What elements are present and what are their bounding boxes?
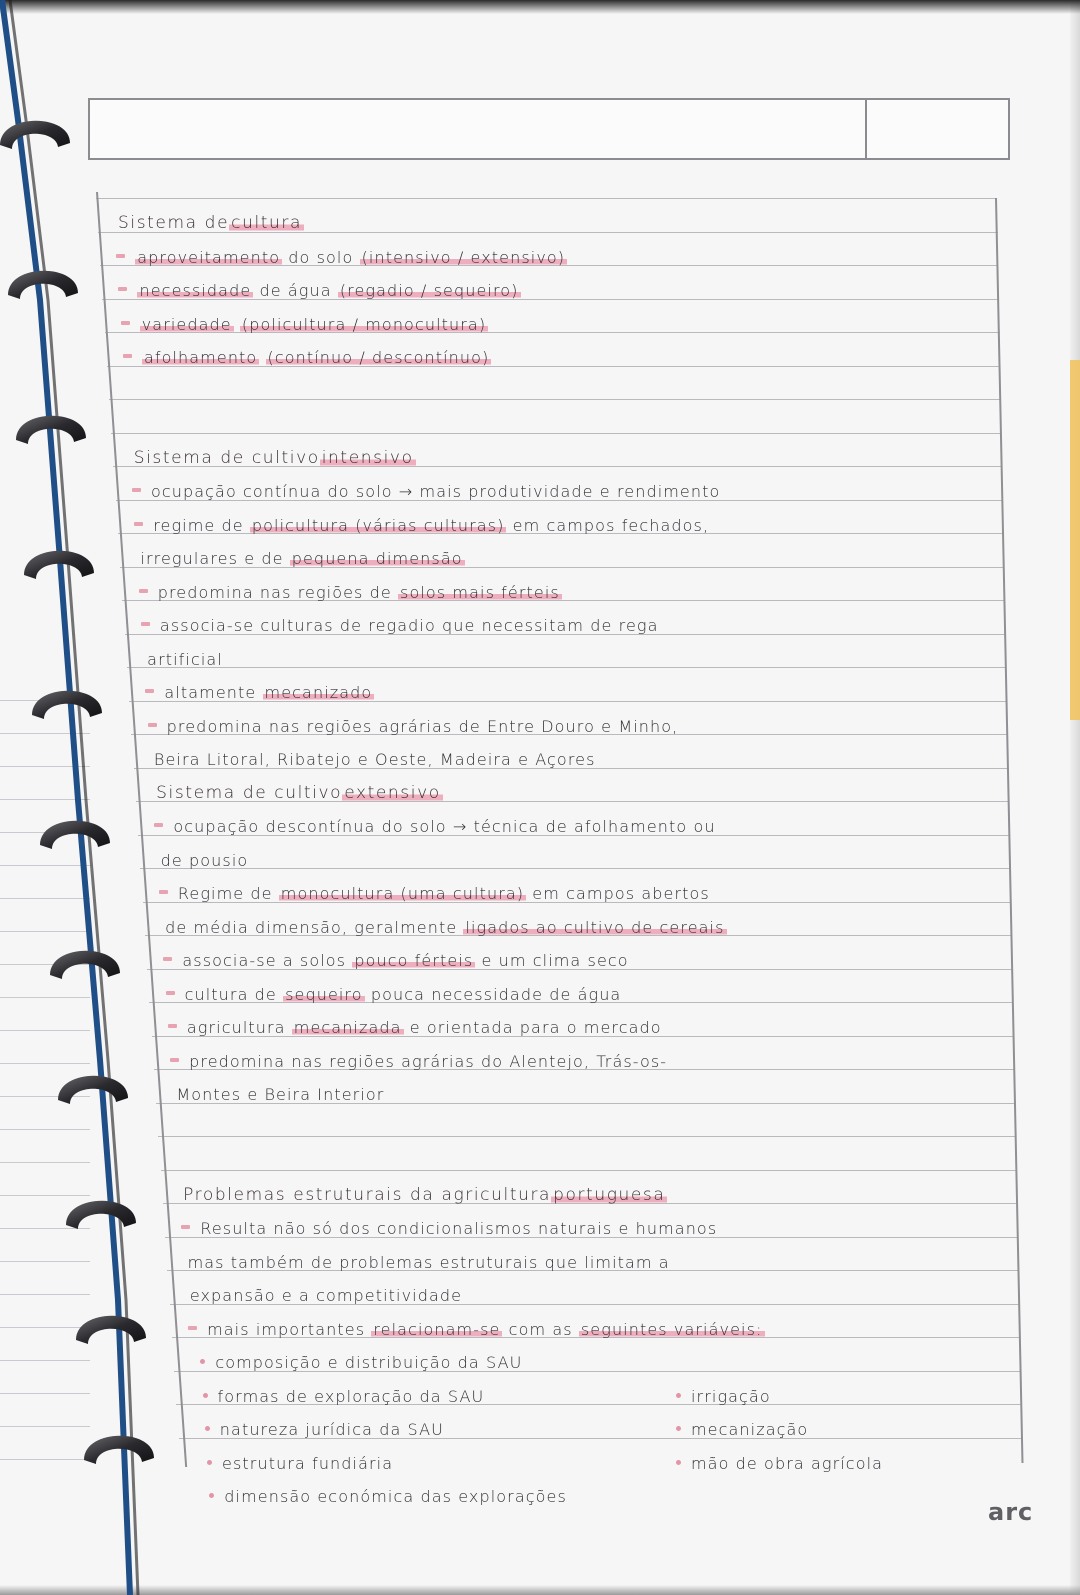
line-text: Montes e Beira Interior <box>176 1085 385 1104</box>
dash-bullet-icon <box>121 321 130 325</box>
section-title: Sistema de cultura <box>118 213 303 233</box>
line-text: Beira Litoral, Ribatejo e Oeste, Madeira e Açores <box>153 750 596 769</box>
highlight: solos mais férteis <box>400 582 560 602</box>
line-text: aproveitamento do solo (intensivo / extensivo) <box>137 247 566 267</box>
dash-bullet-icon <box>166 991 175 995</box>
highlight: sequeiro <box>285 984 363 1004</box>
continuation-line <box>176 1076 384 1104</box>
right-column-item <box>676 1411 808 1439</box>
dot-bullet-icon <box>209 1493 214 1498</box>
line-text: ocupação contínua do solo → mais produtividade e rendimento <box>150 482 721 501</box>
section-title: Sistema de cultivo extensivo <box>156 782 441 803</box>
dash-bullet-icon <box>181 1225 190 1229</box>
bullet-line <box>154 808 715 836</box>
continuation-line <box>154 741 596 769</box>
bullet-line <box>163 942 628 970</box>
line-text: associa-se culturas de regadio que necessitam de rega <box>159 616 659 635</box>
continuation-line <box>188 1244 670 1272</box>
right-column-text: mão de obra agrícola <box>691 1453 884 1473</box>
highlight: mecanizada <box>293 1018 402 1037</box>
sub-bullet-line <box>200 1344 522 1372</box>
line-text: altamente mecanizado <box>164 683 373 702</box>
bullet-line <box>139 574 562 602</box>
bullet-line <box>141 607 659 635</box>
highlight: ligados ao cultivo de cereais <box>465 917 725 937</box>
line-text: predomina nas regiões de solos mais férteis <box>157 582 560 602</box>
right-column-item <box>676 1445 883 1473</box>
highlight: afolhamento <box>143 348 258 367</box>
highlight: (contínuo / descontínuo) <box>267 348 490 367</box>
bullet-line <box>134 507 709 535</box>
dot-bullet-icon <box>207 1460 212 1465</box>
sub-bullet-line <box>203 1378 485 1406</box>
dot-bullet-icon <box>203 1393 208 1398</box>
highlight: extensivo <box>344 782 441 803</box>
bullet-line <box>170 1043 667 1071</box>
line-text: natureza jurídica da SAU <box>219 1420 444 1439</box>
dot-bullet-icon <box>676 1393 681 1398</box>
line-text: expansão e a competitividade <box>189 1286 463 1305</box>
highlight: pouco férteis <box>354 951 474 970</box>
dash-bullet-icon <box>168 1024 177 1028</box>
dash-bullet-icon <box>154 823 163 827</box>
line-text: regime de policultura (várias culturas) em campos fechados, <box>153 515 710 535</box>
ruled-line <box>140 868 1010 869</box>
right-column-text: irrigação <box>691 1386 771 1406</box>
block-right-border <box>995 198 1023 1463</box>
highlight: pequena dimensão <box>291 549 463 568</box>
dash-bullet-icon <box>170 1058 179 1062</box>
line-text: estrutura fundiária <box>222 1453 394 1473</box>
line-text: necessidade de água (regadio / sequeiro) <box>139 281 519 300</box>
highlight: policultura (várias culturas) <box>251 515 505 535</box>
sub-bullet-line <box>209 1478 567 1506</box>
dash-bullet-icon <box>148 723 157 727</box>
dot-bullet-icon <box>205 1426 210 1431</box>
line-text: mas também de problemas estruturais que limitam a <box>187 1252 670 1272</box>
ruled-line <box>161 1170 1017 1171</box>
dash-bullet-icon <box>159 890 168 894</box>
bullet-line <box>188 1311 764 1339</box>
highlight: (regadio / sequeiro) <box>339 281 519 300</box>
dot-bullet-icon <box>200 1359 205 1364</box>
continuation-line <box>140 540 464 568</box>
line-text <box>140 315 488 334</box>
line-text: agricultura mecanizada e orientada para o mercado <box>186 1018 662 1037</box>
brand-logo: arc <box>988 1498 1034 1526</box>
bullet-line <box>121 306 488 334</box>
highlight: (intensivo / extensivo) <box>361 247 566 267</box>
line-text: composição e distribuição da SAU <box>215 1353 523 1372</box>
highlight: seguintes variáveis: <box>580 1319 763 1339</box>
highlight: variedade <box>141 314 232 334</box>
line-text: formas de exploração da SAU <box>217 1386 485 1406</box>
dash-bullet-icon <box>134 522 143 526</box>
dot-bullet-icon <box>676 1460 681 1465</box>
dash-bullet-icon <box>188 1326 197 1330</box>
bullet-line <box>148 708 679 736</box>
continuation-line <box>165 909 726 937</box>
line-text: irregulares e de pequena dimensão <box>140 549 463 568</box>
sub-bullet-line <box>205 1411 444 1439</box>
continuation-line <box>161 842 249 870</box>
bullet-line <box>145 674 374 702</box>
line-text <box>142 348 491 367</box>
dash-bullet-icon <box>118 287 127 291</box>
bullet-line <box>168 1009 662 1037</box>
line-text: predomina nas regiões agrárias de Entre Douro e Minho, <box>166 716 679 736</box>
highlight: (policultura / monocultura) <box>241 314 487 334</box>
highlight: mecanizado <box>264 683 373 702</box>
line-text: Resulta não só dos condicionalismos naturais e humanos <box>200 1219 718 1238</box>
line-text: de média dimensão, geralmente ligados ao cultivo de cereais <box>165 917 725 937</box>
dash-bullet-icon <box>139 589 148 593</box>
line-text: mais importantes relacionam-se com as seguintes variáveis: <box>207 1319 763 1339</box>
highlight: intensivo <box>321 447 414 468</box>
section-title: Sistema de cultivo intensivo <box>133 447 414 468</box>
line-text: ocupação descontínua do solo → técnica de afolhamento ou <box>173 817 716 836</box>
dash-bullet-icon <box>132 488 141 492</box>
line-text: Regime de monocultura (uma cultura) em campos abertos <box>177 884 710 903</box>
dot-bullet-icon <box>676 1426 681 1431</box>
ruled-line <box>109 399 1001 400</box>
line-text: de pousio <box>160 850 249 870</box>
highlight: portuguesa <box>553 1184 666 1205</box>
bullet-line <box>118 272 520 300</box>
highlight: relacionam-se <box>373 1319 501 1339</box>
line-text: dimensão económica das explorações <box>224 1487 567 1506</box>
line-text: artificial <box>147 649 223 669</box>
highlight: cultura <box>231 213 303 233</box>
ruled-line <box>96 198 997 199</box>
section-title: Problemas estruturais da agricultura portuguesa <box>183 1184 666 1205</box>
sub-bullet-line <box>207 1445 393 1473</box>
highlight: necessidade <box>139 281 252 300</box>
ruled-line <box>158 1136 1015 1137</box>
highlight: monocultura (uma cultura) <box>280 884 525 903</box>
bullet-line <box>166 976 622 1004</box>
bullet-line <box>116 239 567 267</box>
dash-bullet-icon <box>116 254 125 258</box>
right-column-item <box>676 1378 771 1406</box>
continuation-line <box>147 641 223 669</box>
bullet-line <box>132 473 720 501</box>
line-text: cultura de sequeiro pouca necessidade de água <box>184 984 622 1004</box>
ruled-line <box>111 433 1001 434</box>
bullet-line <box>159 875 710 903</box>
dash-bullet-icon <box>141 622 150 626</box>
continuation-line <box>190 1277 462 1305</box>
dash-bullet-icon <box>163 957 172 961</box>
bullet-line <box>181 1210 717 1238</box>
right-column-text: mecanização <box>691 1420 809 1439</box>
bullet-line <box>123 339 491 367</box>
dash-bullet-icon <box>145 689 154 693</box>
dash-bullet-icon <box>123 354 132 358</box>
ruled-line <box>127 667 1006 668</box>
line-text: predomina nas regiões agrárias do Alentejo, Trás-os- <box>189 1051 668 1071</box>
line-text: associa-se a solos pouco férteis e um clima seco <box>182 951 629 970</box>
highlight: aproveitamento <box>137 247 281 267</box>
